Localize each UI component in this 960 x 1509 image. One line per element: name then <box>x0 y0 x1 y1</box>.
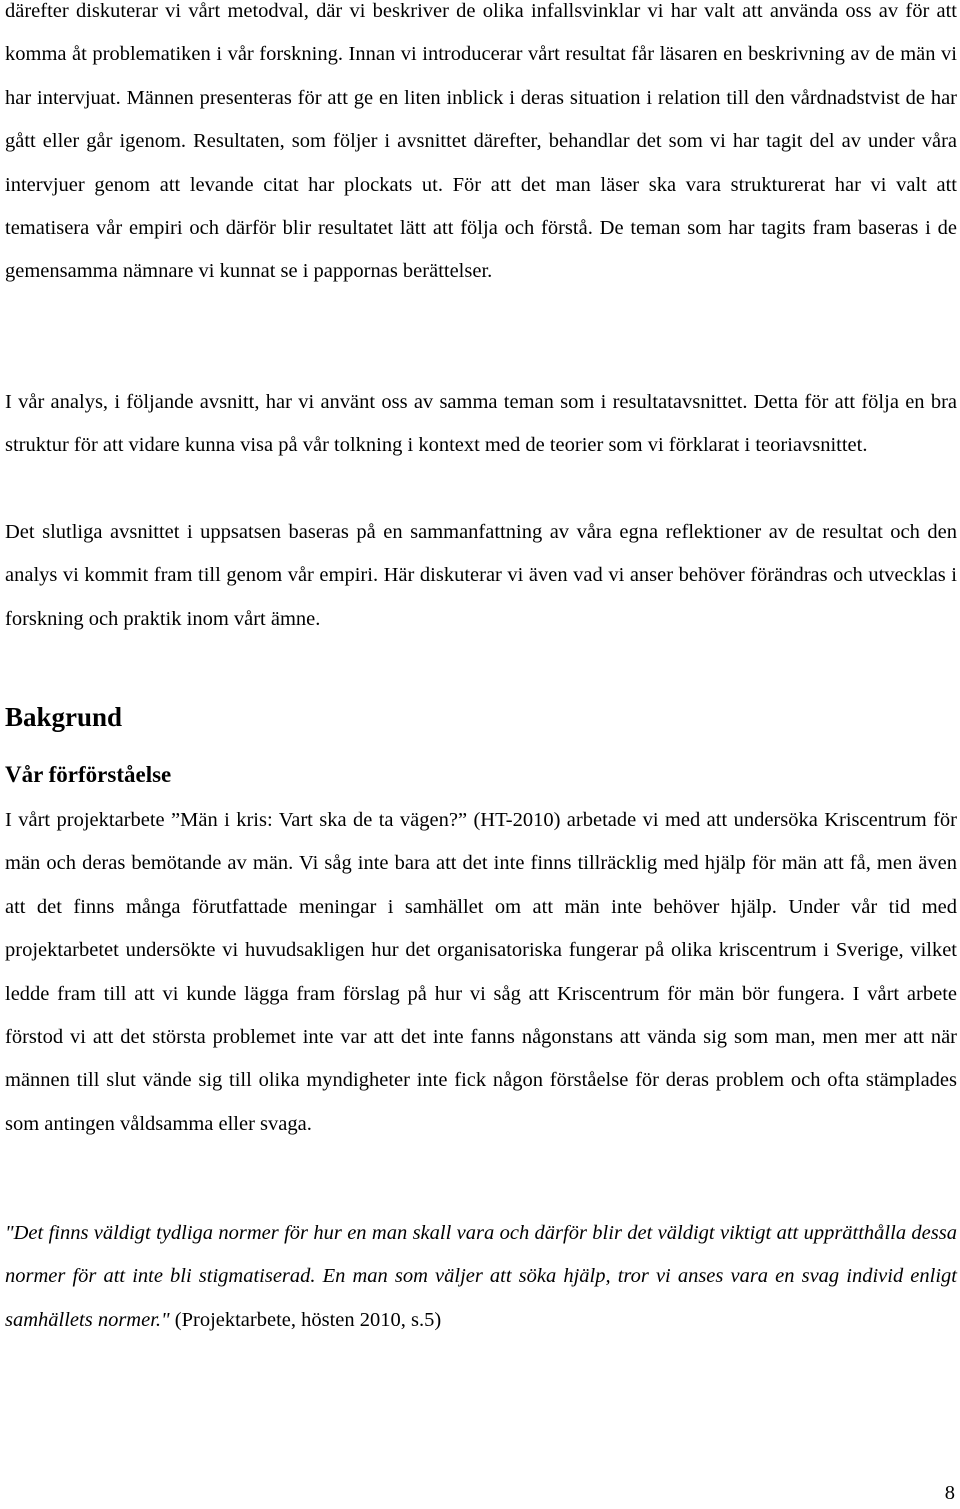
paragraph-conclusion: Det slutliga avsnittet i uppsatsen baseras på en sammanfattning av våra egna reflektioner av de resultat och den analys vi kommit fram till genom vår empiri. Här diskuterar vi även vad vi anser behöver förändras och utvecklas i forskning och praktik inom vårt ämne. <box>5 521 957 630</box>
section-heading-bakgrund: Bakgrund <box>5 702 123 732</box>
quote-citation: (Projektarbete, hösten 2010, s.5) <box>169 1308 442 1331</box>
paragraph-analysis: I vår analys, i följande avsnitt, har vi använt oss av samma teman som i resultatavsnittet. Detta för att följa en bra struktur för att vidare kunna visa på vår tolkning i kontext med de teorier som vi förklarat i teoriavsnittet. <box>5 391 957 457</box>
quote-text: "Det finns väldigt tydliga normer för hur en man skall vara och därför blir det väldigt viktigt att upprätthålla dessa normer för att inte bli stigmatiserad. En man som väljer att söka hjälp, tror vi anses vara en svag individ enligt samhällets normer." <box>5 1222 957 1331</box>
quote-block <box>5 1212 957 1342</box>
paragraph-method-intro: därefter diskuterar vi vårt metodval, där vi beskriver de olika infallsvinklar vi har valt att använda oss av för att komma åt problematiken i vår forskning. Innan vi introducerar vårt resultat får läsaren en beskrivning av de män vi har intervjuat. Männen presenteras för att ge en liten inblick i deras situation i relation till den vårdnadstvist de har gått eller går igenom. Resultaten, som följer i avsnittet därefter, behandlar det som vi har tagit del av under våra intervjuer genom att levande citat har plockats ut. För att det man läser ska vara strukturerat har vi valt att tematisera vår empiri och därför blir resultatet lätt att följa och förstå. De teman som har tagits fram baseras i de gemensamma nämnare vi kunnat se i pappornas berättelser. <box>5 0 957 283</box>
subsection-heading-forforstaelse: Vår förförståelse <box>5 762 172 787</box>
page-number: 8 <box>944 1482 955 1504</box>
paragraph-background: I vårt projektarbete ”Män i kris: Vart ska de ta vägen?” (HT-2010) arbetade vi med att undersöka Kriscentrum för män och deras bemötande av män. Vi såg inte bara att det inte finns tillräcklig med hjälp för män att få, men även att det finns många förutfattade meningar i samhället om att män inte behöver hjälp. Under vår tid med projektarbetet undersökte vi huvudsakligen hur det organisatoriska fungerar på olika kriscentrum i Sverige, vilket ledde fram till att vi kunde lägga fram förslag på hur vi såg att Kriscentrum för män bör fungera. I vårt arbete förstod vi att det största problemet inte var att det inte fanns någonstans att vända sig som man, men mer att när männen till slut vände sig till olika myndigheter inte fick någon förståelse för deras problem och ofta stämplades som antingen våldsamma eller svaga. <box>5 809 957 1135</box>
